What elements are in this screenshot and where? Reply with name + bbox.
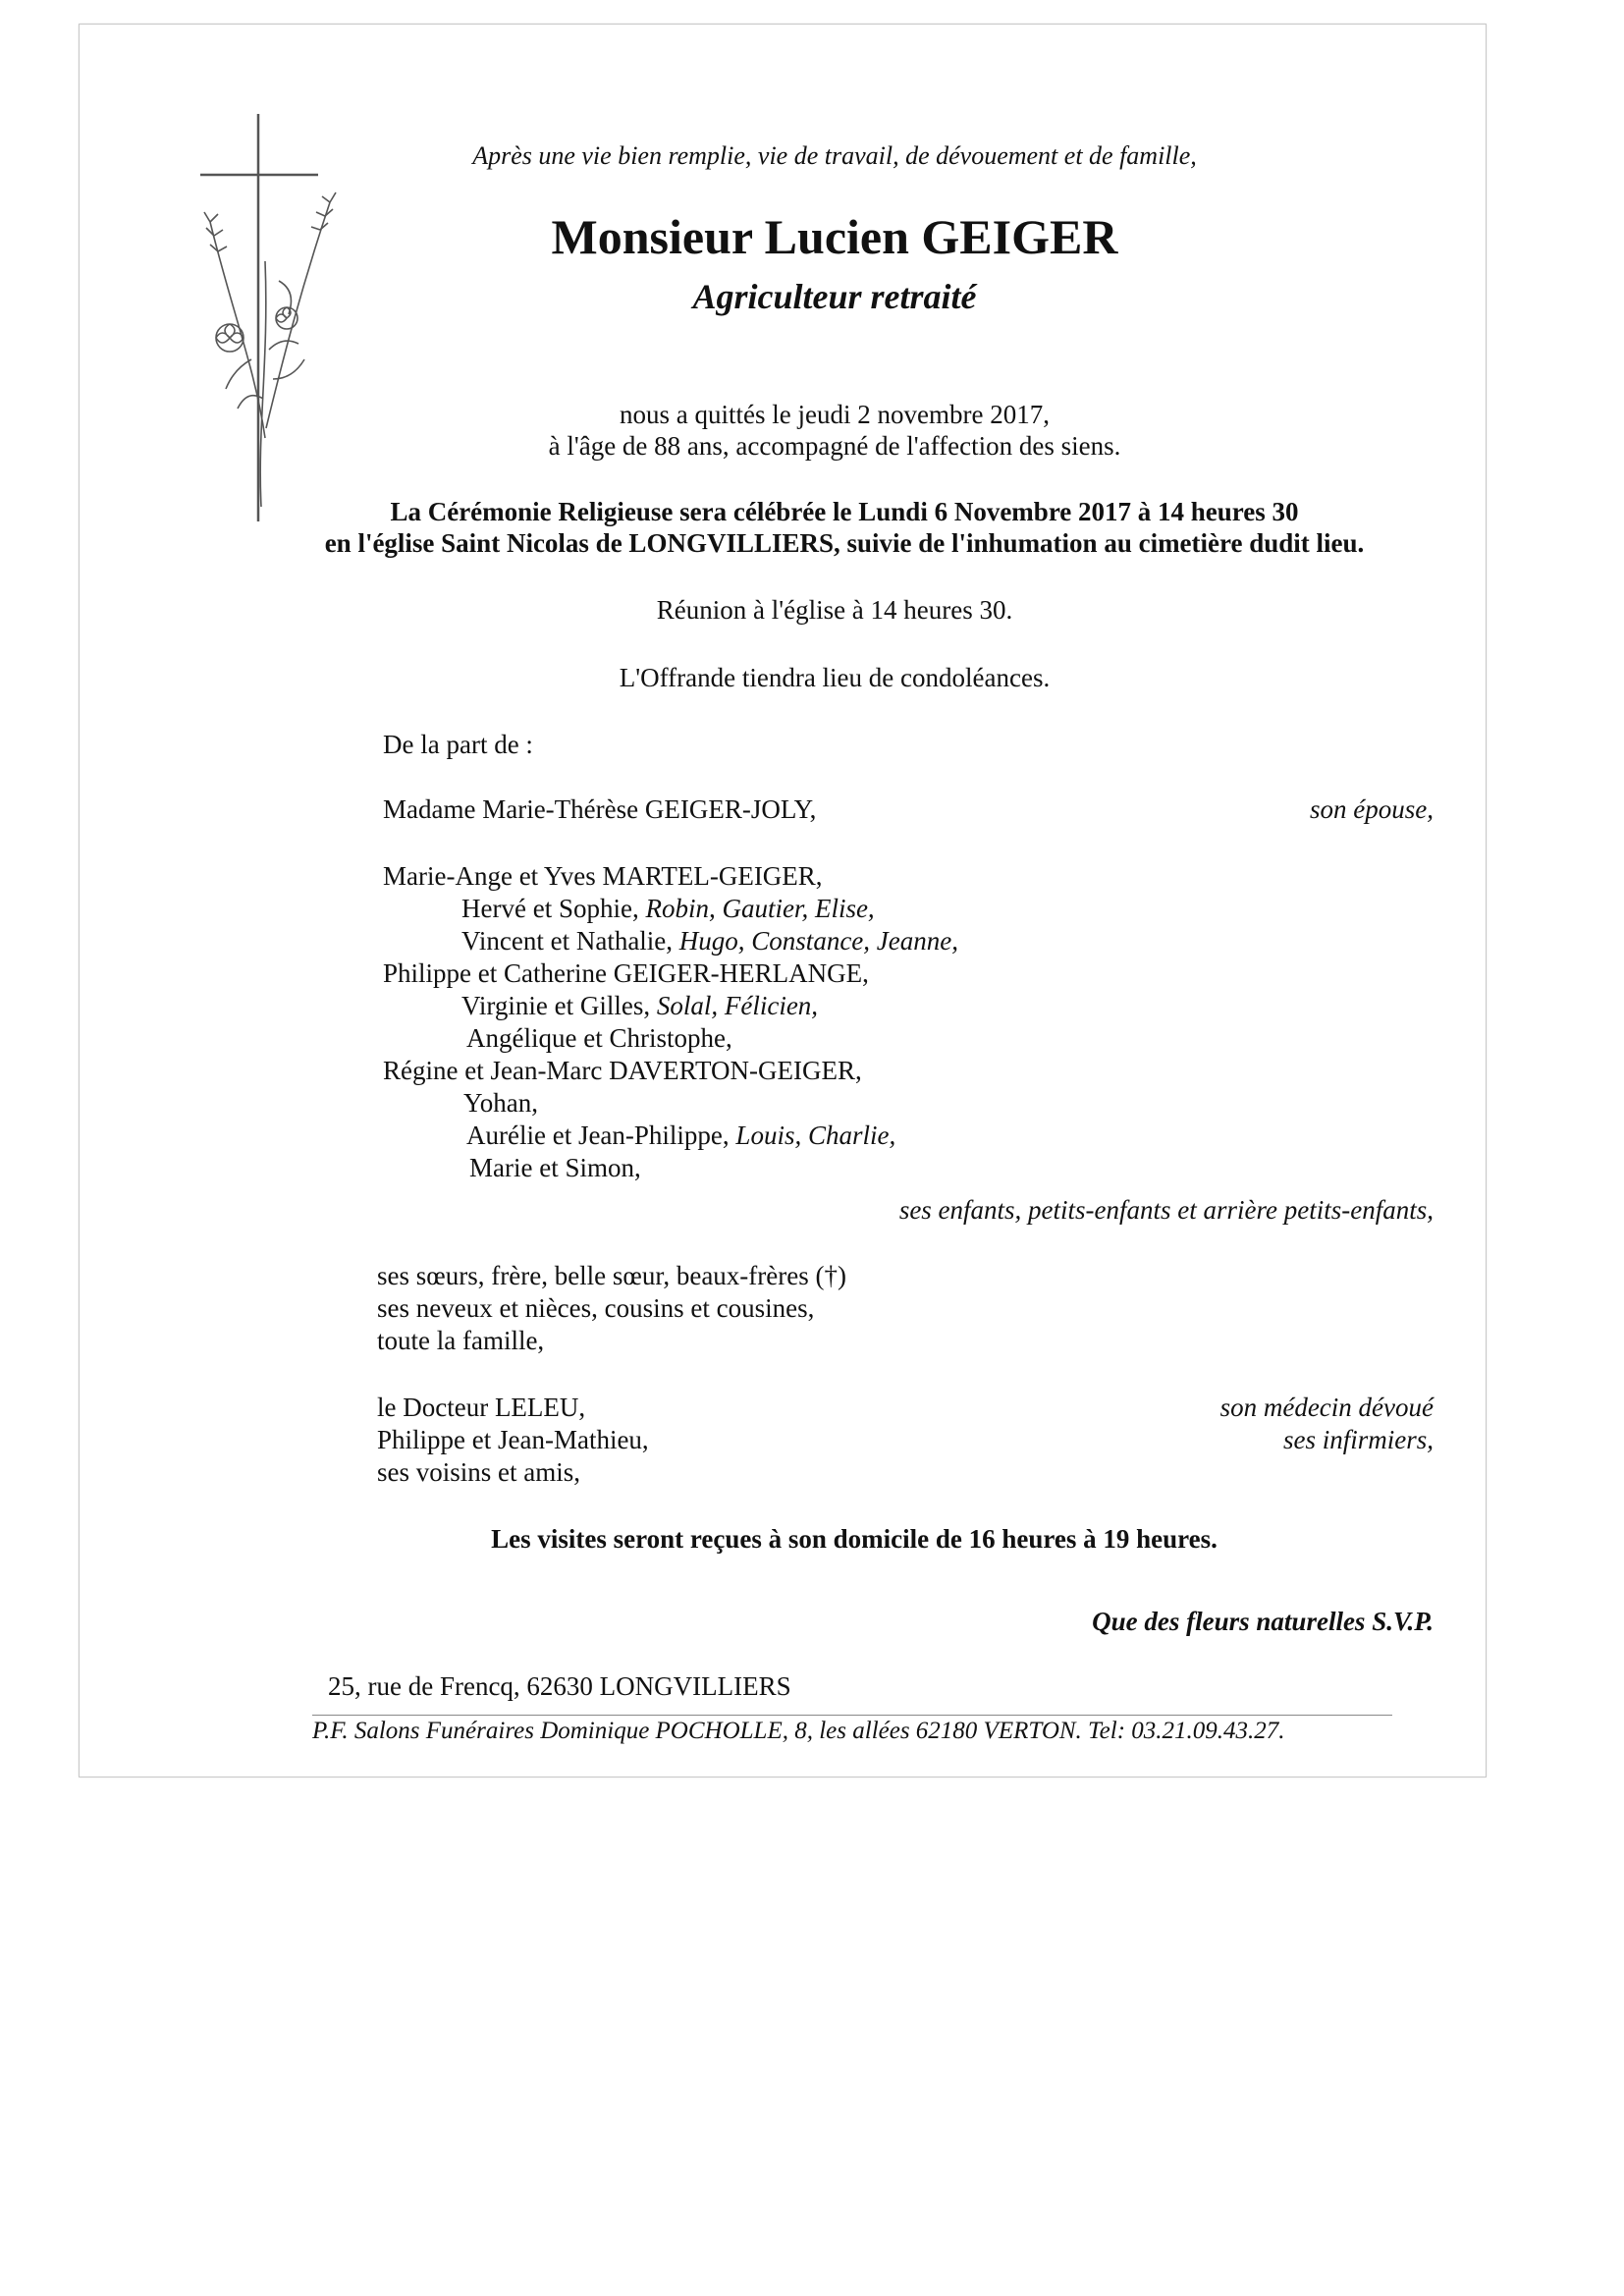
death-line-1: nous a quittés le jeudi 2 novembre 2017, [620,400,1050,429]
cross-flowers-icon [192,114,359,526]
list-item: Philippe et Catherine GEIGER-HERLANGE, [383,958,869,988]
ceremony-line-1: La Cérémonie Religieuse sera célébrée le Lundi 6 Novembre 2017 à 14 heures 30 [390,497,1299,526]
wife-relation: son épouse, [1310,794,1434,824]
list-item: Yohan, [463,1088,539,1118]
list-item: Vincent et Nathalie, Hugo, Constance, Jeanne, [461,926,958,956]
children-relation: ses enfants, petits-enfants et arrière petits-enfants, [898,1195,1434,1225]
list-item: Régine et Jean-Marc DAVERTON-GEIGER, [383,1056,862,1085]
address-line: 25, rue de Frencq, 62630 LONGVILLIERS [328,1671,791,1701]
reunion-line: Réunion à l'église à 14 heures 30. [656,595,1013,625]
from-label: De la part de : [383,730,533,759]
neighbours-line: ses voisins et amis, [377,1457,580,1487]
nurses-name: Philippe et Jean-Mathieu, [377,1425,649,1454]
intro-line: Après une vie bien remplie, vie de travail, de dévouement et de famille, [472,141,1197,170]
family-line-1: ses sœurs, frère, belle sœur, beaux-frères (†) [377,1261,846,1290]
funeral-home-line: P.F. Salons Funéraires Dominique POCHOLLE, 8, les allées 62180 VERTON. Tel: 03.21.09.43.27. [312,1718,1285,1744]
doctor-name: le Docteur LELEU, [377,1393,586,1422]
ceremony-line-2: en l'église Saint Nicolas de LONGVILLIERS, suivie de l'inhumation au cimetière dudit lieu. [324,528,1365,558]
offering-line: L'Offrande tiendra lieu de condoléances. [619,663,1051,692]
list-item: Virginie et Gilles, Solal, Félicien, [461,991,819,1020]
family-line-2: ses neveux et nièces, cousins et cousines, [377,1293,815,1323]
list-item: Angélique et Christophe, [466,1023,732,1053]
wife-name: Madame Marie-Thérèse GEIGER-JOLY, [383,794,817,824]
list-item: Aurélie et Jean-Philippe, Louis, Charlie, [466,1121,896,1150]
list-item: Hervé et Sophie, Robin, Gautier, Elise, [461,894,875,923]
family-line-3: toute la famille, [377,1326,545,1355]
deceased-name: Monsieur Lucien GEIGER [551,209,1118,264]
visits-line: Les visites seront reçues à son domicile de 16 heures à 19 heures. [491,1524,1218,1554]
occupation: Agriculteur retraité [692,277,977,316]
list-item: Marie-Ange et Yves MARTEL-GEIGER, [383,861,823,891]
nurses-relation: ses infirmiers, [1282,1425,1434,1454]
doctor-relation: son médecin dévoué [1219,1393,1434,1422]
list-item: Marie et Simon, [469,1153,641,1182]
death-line-2: à l'âge de 88 ans, accompagné de l'affection des siens. [548,431,1121,461]
flowers-line: Que des fleurs naturelles S.V.P. [1092,1607,1434,1636]
